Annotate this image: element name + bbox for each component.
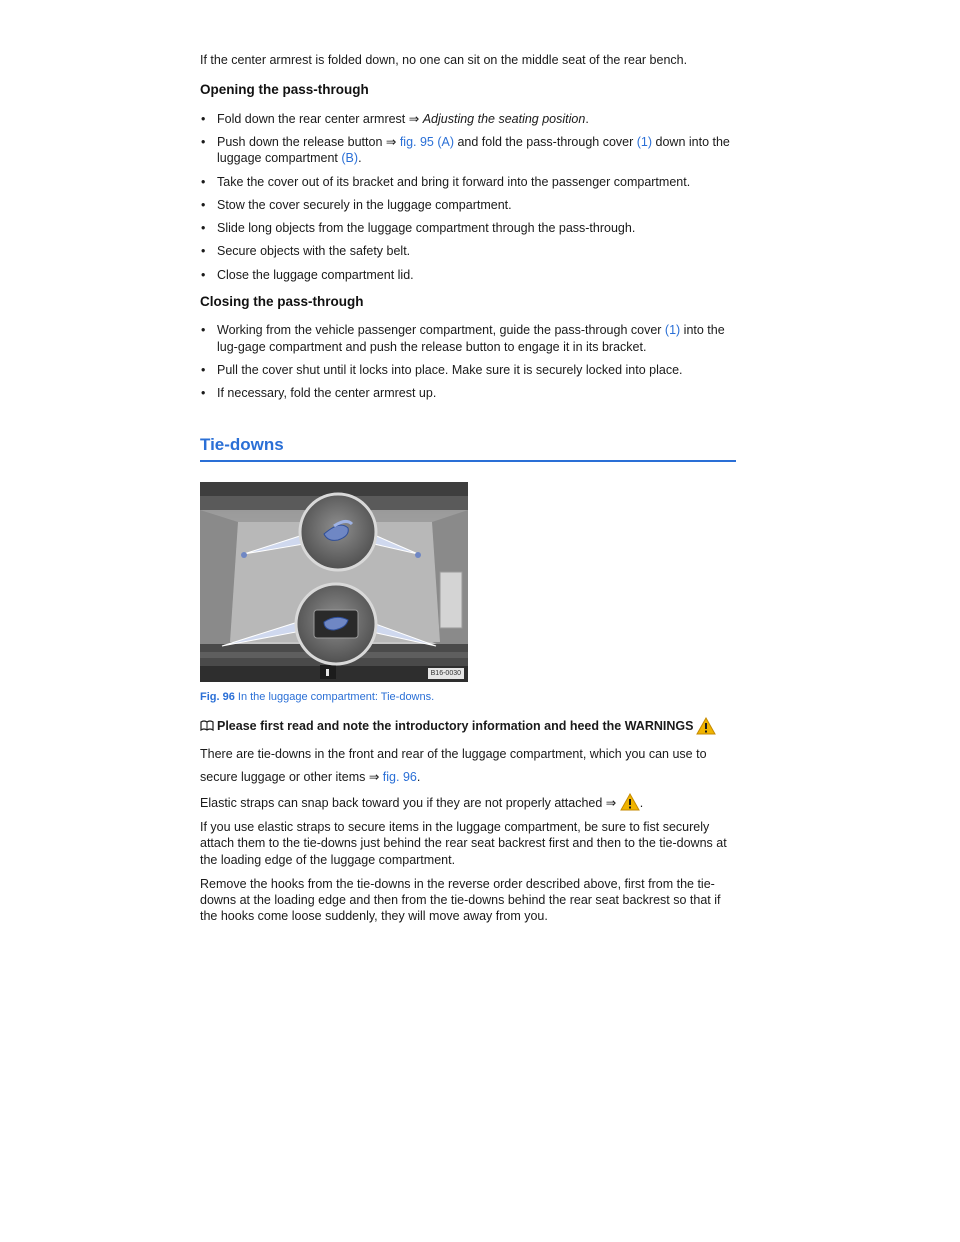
- bullet: •: [201, 267, 206, 282]
- list-item: • Push down the release button ⇒ fig. 95 (A) and fold the pass-through cover (1) down into the luggage compartment (B).: [201, 135, 730, 166]
- section-title-tie-downs: Tie-downs: [200, 434, 736, 462]
- list-item: • Pull the cover shut until it locks into place. Make sure it is securely locked into place.: [201, 362, 683, 377]
- closing-heading: Closing the pass-through: [200, 293, 364, 309]
- list-item: • Secure objects with the safety belt.: [201, 244, 411, 259]
- ref-b: (B): [341, 151, 359, 166]
- bullet: •: [201, 221, 206, 236]
- para-elastic-warning: Elastic straps can snap back toward you if they are not properly attached ⇒ .: [200, 793, 740, 811]
- manual-page: [200, 52, 740, 933]
- notice: Please first read and note the introductory information and heed the WARNINGS: [200, 717, 740, 735]
- bullet: •: [201, 197, 206, 212]
- list-item: • Close the luggage compartment lid.: [201, 267, 414, 282]
- book-icon: [200, 720, 214, 731]
- list-item: • Stow the cover securely in the luggage compartment.: [201, 197, 512, 212]
- ref-1: (1): [636, 135, 653, 150]
- opening-steps: [200, 111, 740, 283]
- figure-96-image: [200, 482, 468, 682]
- list-item: • Take the cover out of its bracket and bring it forward into the passenger compartment.: [201, 174, 691, 189]
- seating-position-link[interactable]: Adjusting the seating position: [422, 111, 586, 126]
- list-item: • If necessary, fold the center armrest up.: [201, 386, 437, 401]
- figure-code: B16-0030: [428, 668, 464, 679]
- fig-95-link[interactable]: fig. 95 (A): [399, 135, 454, 150]
- list-item: • Fold down the rear center armrest ⇒ Adjusting the seating position.: [201, 111, 589, 126]
- bullet: •: [201, 111, 206, 126]
- bullet: •: [201, 135, 206, 150]
- fig-96-link[interactable]: fig. 96: [382, 769, 417, 784]
- bullet: •: [201, 362, 206, 377]
- intro-text: If the center armrest is folded down, no one can sit on the middle seat of the rear bench.: [200, 53, 688, 67]
- opening-heading: Opening the pass-through: [200, 82, 369, 98]
- bullet: •: [201, 174, 206, 189]
- para-attach-order: If you use elastic straps to secure items in the luggage compartment, be sure to fist securely attach them to the tie-downs just behind the rear seat backrest first and then to the tie-downs at the loading edge of the luggage compartment.: [200, 820, 727, 867]
- warning-icon: [696, 717, 716, 735]
- warning-icon[interactable]: [620, 793, 640, 811]
- para-tie-downs: There are tie-downs in the front and rear of the luggage compartment, which you can use to secure luggage or other items ⇒ fig. 96.: [200, 746, 707, 784]
- list-item: • Working from the vehicle passenger compartment, guide the pass-through cover (1) into the lug-gage compartment and push the release button to engage it in its bracket.: [201, 323, 725, 354]
- bullet: •: [201, 323, 206, 338]
- figure-caption: Fig. 96 In the luggage compartment: Tie-downs.: [200, 691, 435, 704]
- para-remove-order: Remove the hooks from the tie-downs in the reverse order described above, first from the tie-downs at the loading edge and then from the tie-downs behind the rear seat backrest so that if the hooks come loose suddenly, they will move away from you.: [200, 876, 721, 924]
- bullet: •: [201, 244, 206, 259]
- ref-1: (1): [664, 323, 681, 338]
- luggage-compartment-illustration: [200, 482, 468, 682]
- bullet: •: [201, 386, 206, 401]
- list-item: • Slide long objects from the luggage compartment through the pass-through.: [201, 221, 636, 236]
- closing-steps: [200, 322, 740, 401]
